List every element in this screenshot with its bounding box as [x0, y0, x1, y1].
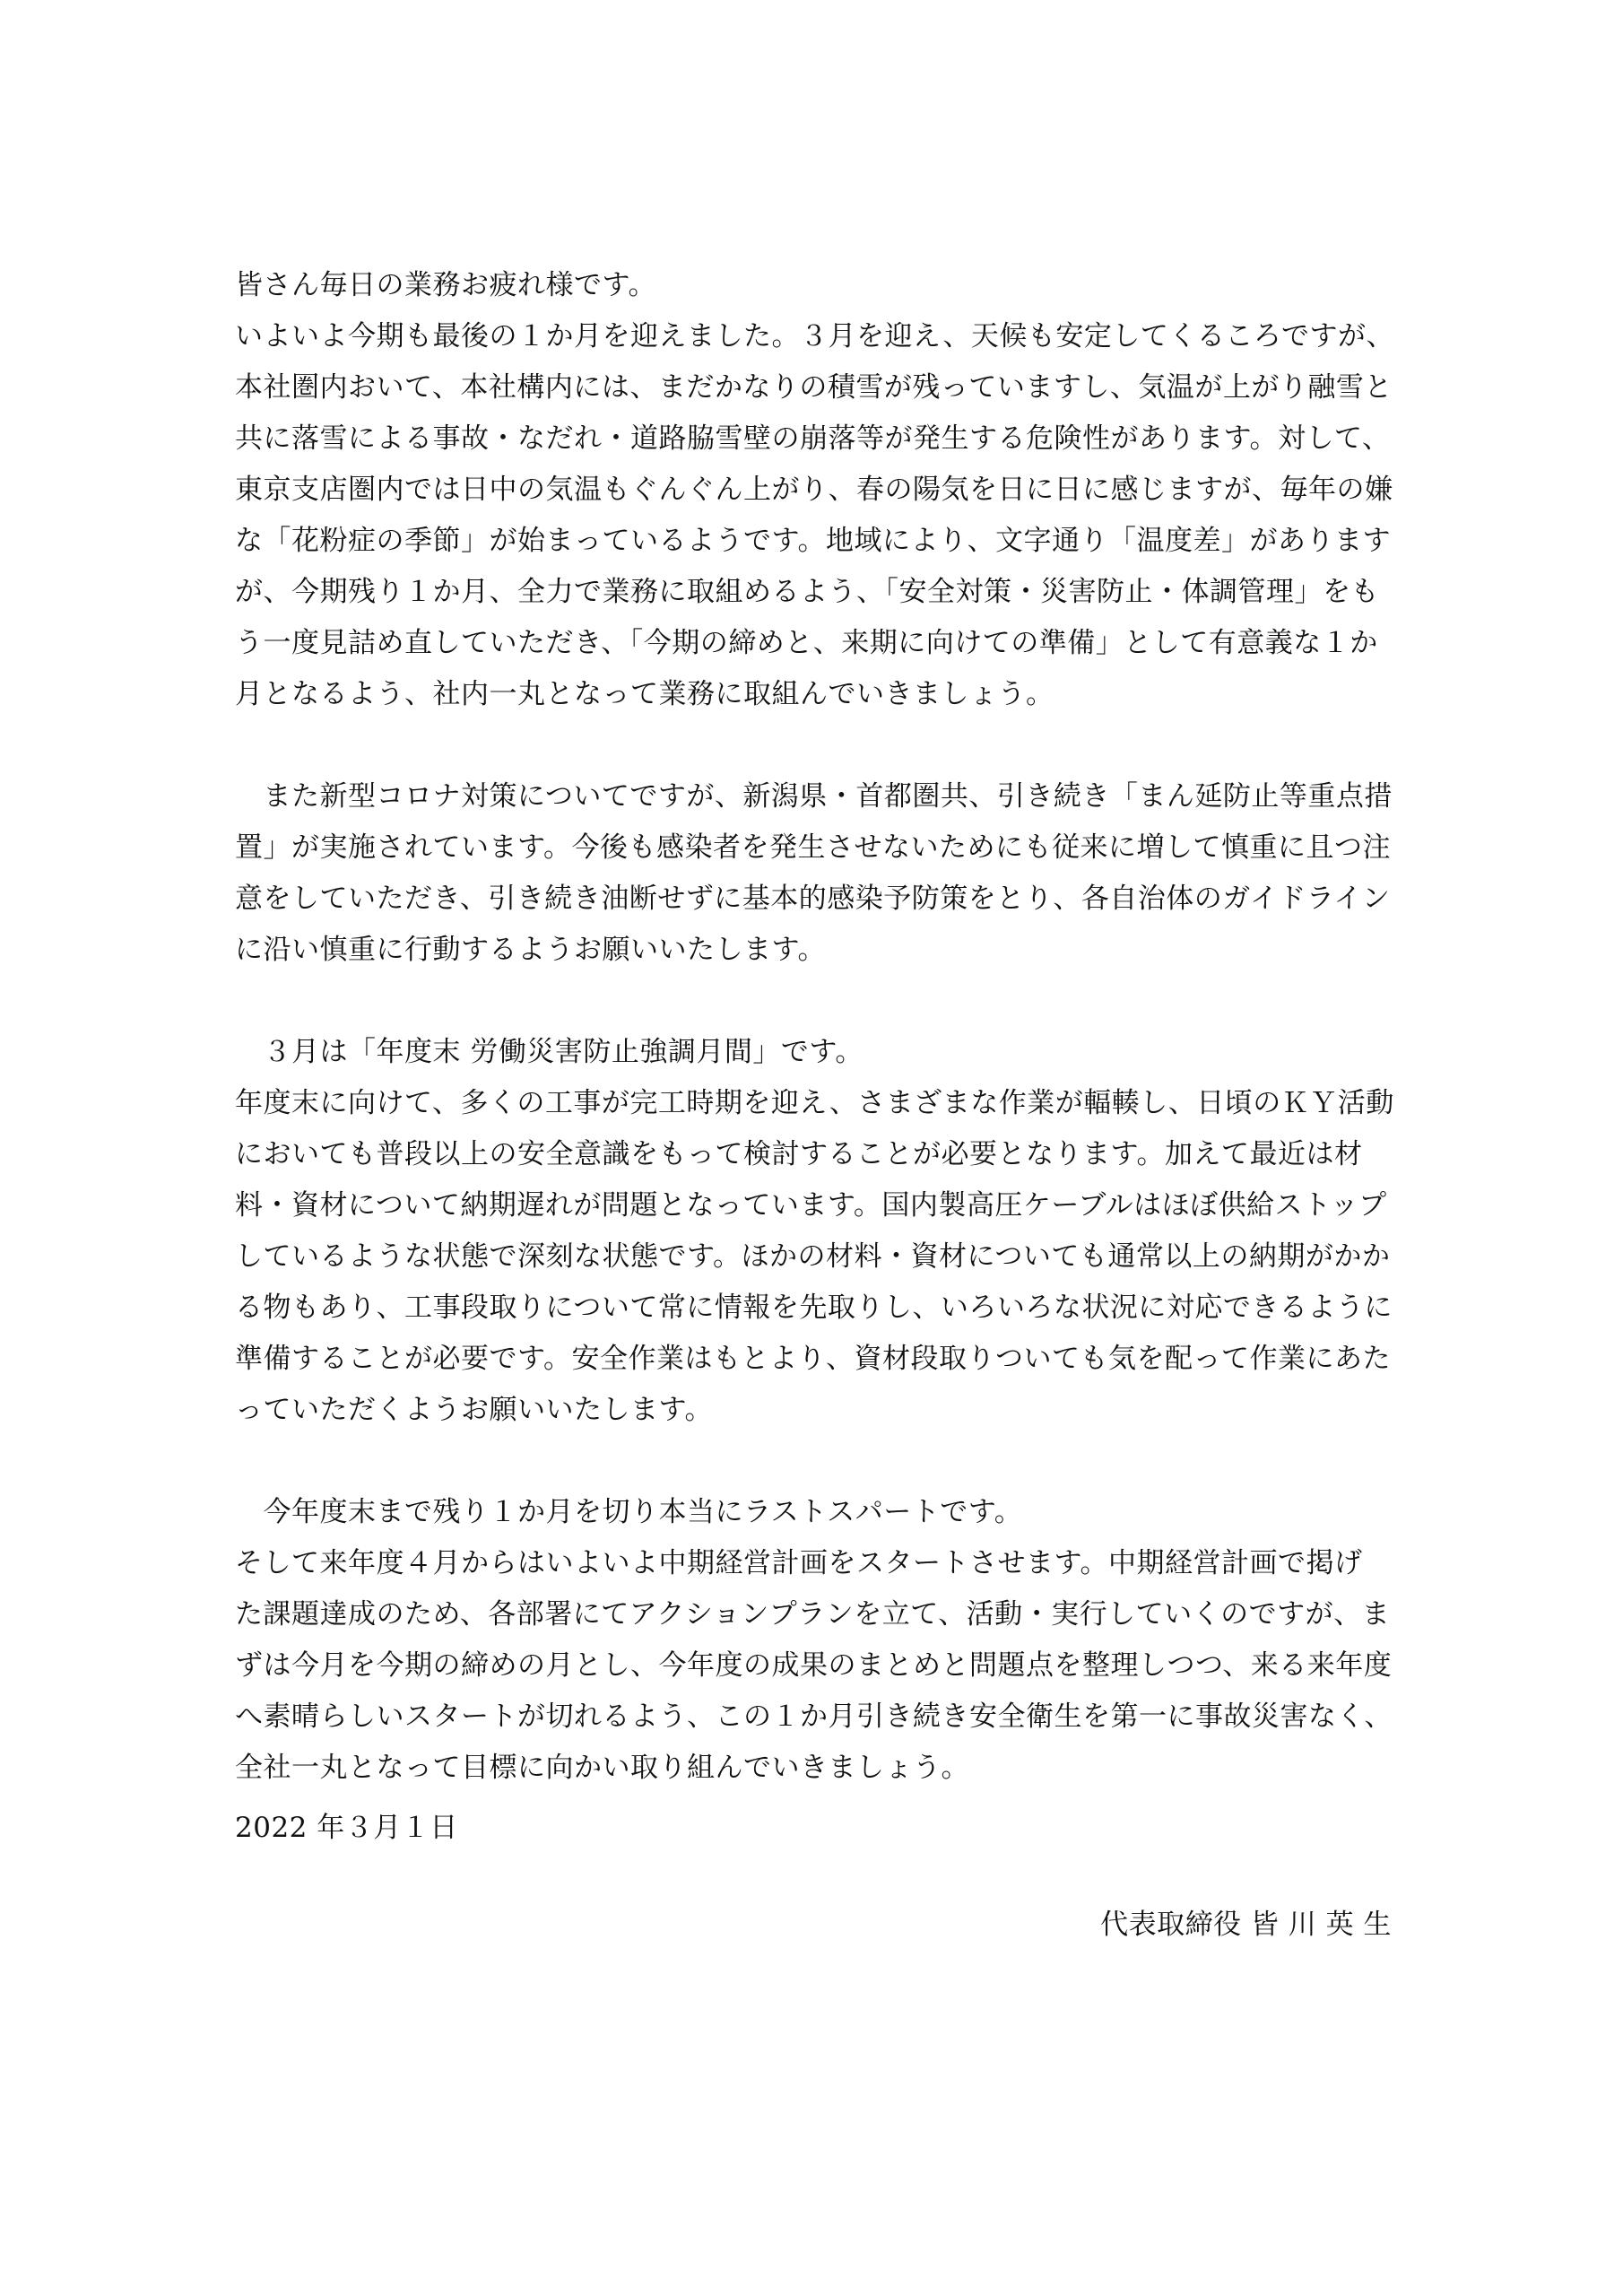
paragraph [235, 1487, 1392, 1794]
text-line: 月となるよう、社内一丸となって業務に取組んでいきましょう。 [235, 678, 1055, 710]
text-line: 共に落雪による事故・なだれ・道路脇雪壁の崩落等が発生する危険性があります。対して、 [235, 422, 1391, 455]
text-line: 準備することが必要です。安全作業はもとより、資材段取りついても気を配って作業にあた [235, 1343, 1392, 1375]
text-line: しているような状態で深刻な状態です。ほかの材料・資材についても通常以上の納期がかか [235, 1240, 1391, 1273]
text-line: へ素晴らしいスタートが切れるよう、この１か月引き続き安全衛生を第一に事故災害なく、 [235, 1700, 1393, 1733]
paragraph [235, 260, 1395, 720]
paragraph-spacer [235, 976, 1392, 1027]
paragraph-spacer [235, 720, 1392, 771]
text-line: そして来年度４月からはいよいよ中期経営計画をスタートさせます。中期経営計画で掲げ [235, 1547, 1363, 1579]
text-line: いよいよ今期も最後の１か月を迎えました。３月を迎え、天候も安定してくるころですが、 [235, 320, 1395, 352]
text-line: 本社圏内おいて、本社構内には、まだかなりの積雪が残っていますし、気温が上がり融雪と [235, 371, 1393, 404]
text-line: に沿い慎重に行動するようお願いいたします。 [235, 934, 827, 966]
text-line: ３月は「年度末 労働災害防止強調月間」です。 [235, 1036, 864, 1068]
text-line: 皆さん毎日の業務お疲れ様です。 [235, 269, 657, 301]
text-line: が、今期残り１か月、全力で業務に取組めるよう、「安全対策・災害防止・体調管理」をも [235, 576, 1379, 608]
text-line: 東京支店圏内では日中の気温もぐんぐん上がり、春の陽気を日に日に感じますが、毎年の嫌 [235, 474, 1393, 506]
letter-signature: 代表取締役 皆 川 英 生 [1100, 1909, 1392, 1941]
text-line: な「花粉症の季節」が始まっているようです。地域により、文字通り「温度差」があります [235, 525, 1392, 557]
text-line: る物もあり、工事段取りについて常に情報を先取りし、いろいろな状況に対応できるように [235, 1292, 1393, 1324]
text-line: ずは今月を今期の締めの月とし、今年度の成果のまとめと問題点を整理しつつ、来る来年度 [235, 1649, 1393, 1682]
text-line: う一度見詰め直していただき、「今期の締めと、来期に向けての準備」として有意義な１か [235, 627, 1378, 659]
letter-body [235, 260, 1395, 1794]
text-line: 今年度末まで残り１か月を切り本当にラストスパートです。 [235, 1496, 1023, 1528]
text-line: においても普段以上の安全意識をもって検討することが必要となります。加えて最近は材 [235, 1138, 1363, 1170]
paragraph [235, 771, 1392, 976]
text-line: 年度末に向けて、多くの工事が完工時期を迎え、さまざまな作業が輻輳し、日頃のＫＹ活動 [235, 1087, 1394, 1119]
paragraph-spacer [235, 1436, 1392, 1487]
text-line: っていただくようお願いいたします。 [235, 1394, 714, 1426]
paragraph [235, 1027, 1392, 1436]
text-line: 料・資材について納期遅れが問題となっています。国内製高圧ケーブルはほぼ供給ストップ [235, 1189, 1387, 1222]
text-line: 意をしていただき、引き続き油断せずに基本的感染予防策をとり、各自治体のガイドライン [235, 883, 1391, 915]
text-line: また新型コロナ対策についてですが、新潟県・首都圏共、引き続き「まん延防止等重点措 [235, 780, 1393, 813]
text-line: 置」が実施されています。今後も感染者を発生させないためにも従来に増して慎重に且つ注 [235, 831, 1392, 864]
text-line: た課題達成のため、各部署にてアクションプランを立て、活動・実行していくのですが、ま [235, 1598, 1391, 1631]
letter-date: 2022 年３月１日 [235, 1812, 458, 1844]
text-line: 全社一丸となって目標に向かい取り組んでいきましょう。 [235, 1752, 969, 1784]
